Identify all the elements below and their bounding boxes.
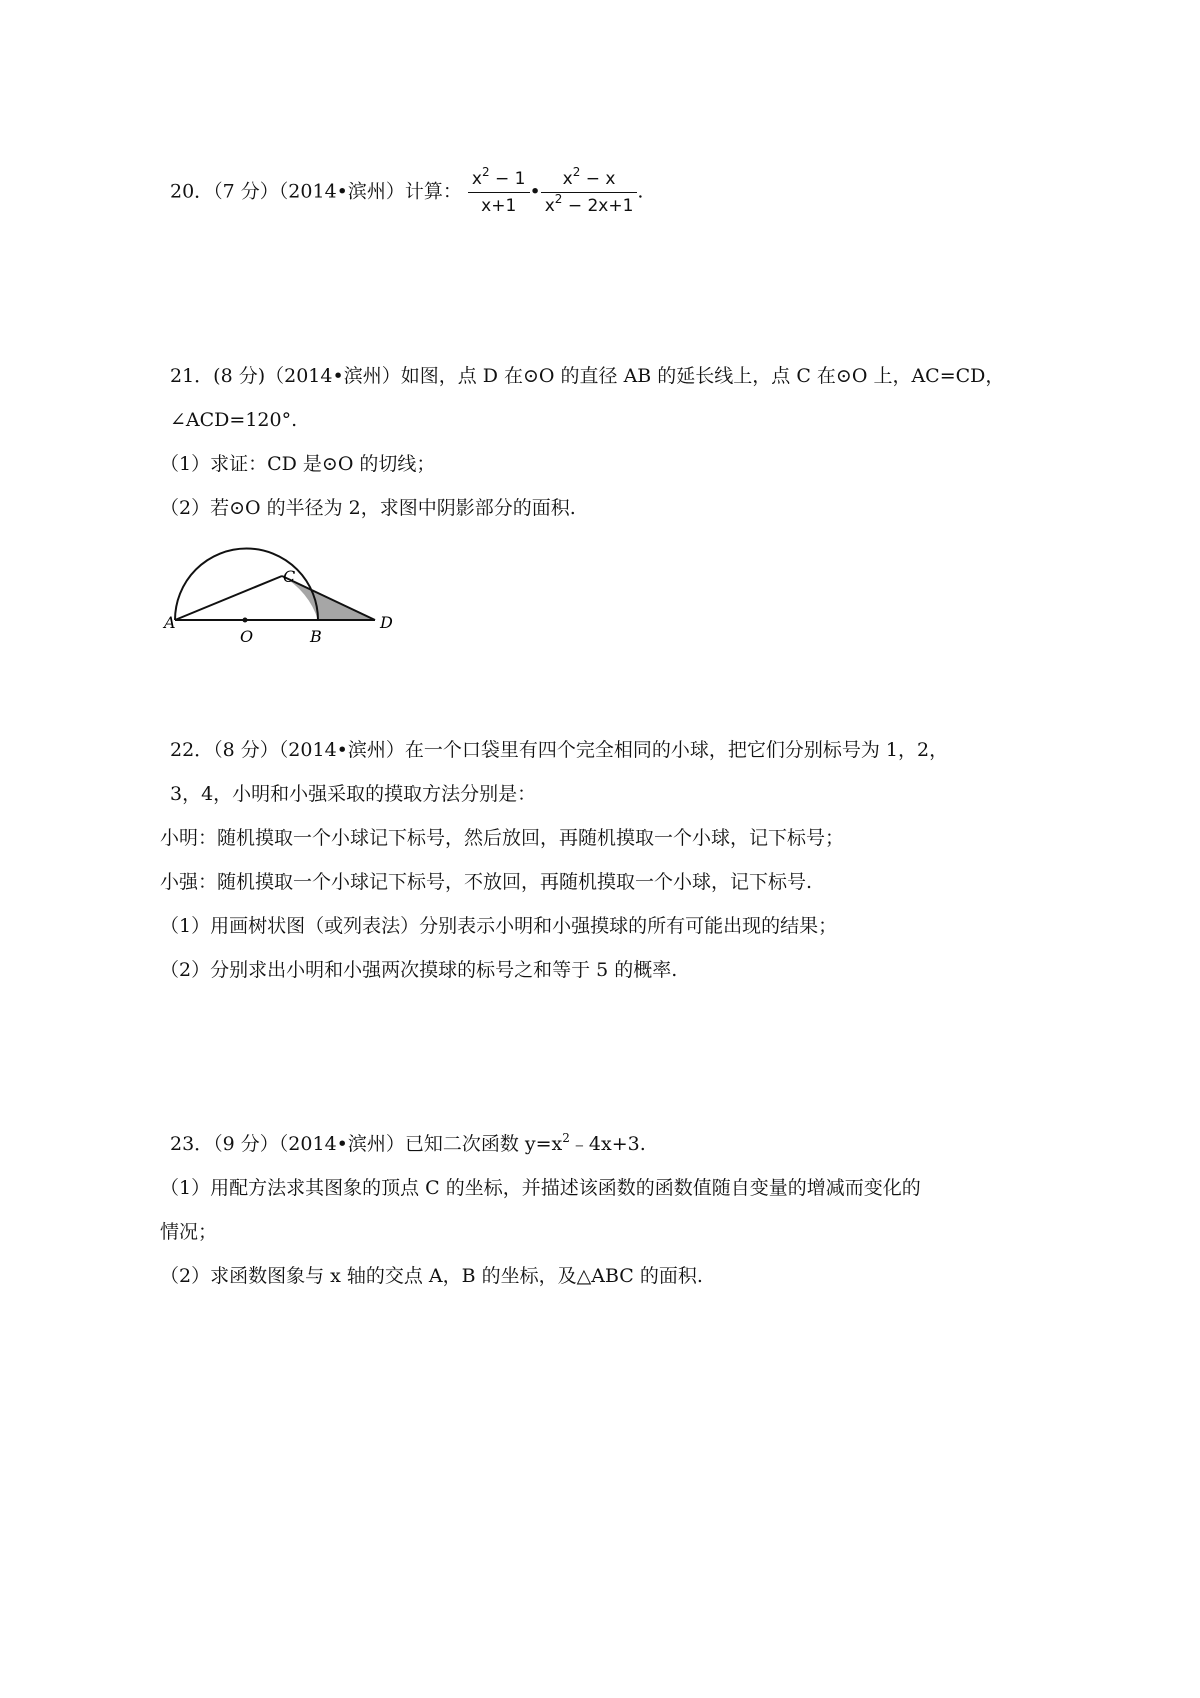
q20-line <box>170 165 644 217</box>
q20-fraction-2: $\frac{x^2 - x}{x^2 - 2x+1}$ <box>541 168 638 217</box>
label-C: C <box>283 567 296 586</box>
q23-part-1-line-2: 情况； <box>160 1221 218 1243</box>
point-O <box>243 618 248 623</box>
circle-tangent-diagram <box>164 567 410 650</box>
q23-exponent: 2 <box>562 1131 570 1145</box>
q22-part-1: （1）用画树状图（或列表法）分别表示小明和小强摸球的所有可能出现的结果； <box>160 915 838 937</box>
q23-suffix: ﹣4x+3. <box>569 1133 646 1155</box>
q21-line-1: 21．(8 分)（2014•滨州）如图，点 D 在⊙O 的直径 AB 的延长线上，点 C 在⊙O 上，AC=CD， <box>170 365 1005 387</box>
q21-line-2: ∠ACD=120°. <box>170 409 298 431</box>
label-O: O <box>240 627 254 646</box>
label-B: B <box>310 627 322 646</box>
q21-geometry-figure <box>164 567 410 655</box>
label-D: D <box>380 613 393 632</box>
q20-dot: • <box>529 180 541 203</box>
q22-line-2: 3，4，小明和小强采取的摸取方法分别是： <box>170 783 537 805</box>
q23-part-1-line-1: （1）用配方法求其图象的顶点 C 的坐标，并描述该函数的函数值随自变量的增减而变化的 <box>160 1177 921 1199</box>
line-AC <box>175 576 282 620</box>
q22-line-1: 22．（8 分）（2014•滨州）在一个口袋里有四个完全相同的小球，把它们分别标号为 1，2， <box>170 739 949 761</box>
label-A: A <box>164 613 176 632</box>
q23-prefix: 23．（9 分）（2014•滨州）已知二次函数 y=x <box>170 1133 563 1155</box>
q22-line-3: 小明：随机摸取一个小球记下标号，然后放回，再随机摸取一个小球，记下标号； <box>160 827 845 849</box>
q21-part-2: （2）若⊙O 的半径为 2，求图中阴影部分的面积. <box>160 497 576 519</box>
q21-part-1: （1）求证：CD 是⊙O 的切线； <box>160 453 436 475</box>
q22-line-4: 小强：随机摸取一个小球记下标号，不放回，再随机摸取一个小球，记下标号. <box>160 871 813 893</box>
q22-part-2: （2）分别求出小明和小强两次摸球的标号之和等于 5 的概率. <box>160 959 678 981</box>
q23-part-2: （2）求函数图象与 x 轴的交点 A，B 的坐标，及△ABC 的面积. <box>160 1265 703 1287</box>
q20-suffix: . <box>637 180 644 203</box>
q20-prefix: 20．（7 分）（2014•滨州）计算： <box>170 180 462 203</box>
q20-fraction-1: $\frac{x^2 - 1}{x+1}$ <box>468 168 530 217</box>
q23-line <box>170 1132 646 1156</box>
